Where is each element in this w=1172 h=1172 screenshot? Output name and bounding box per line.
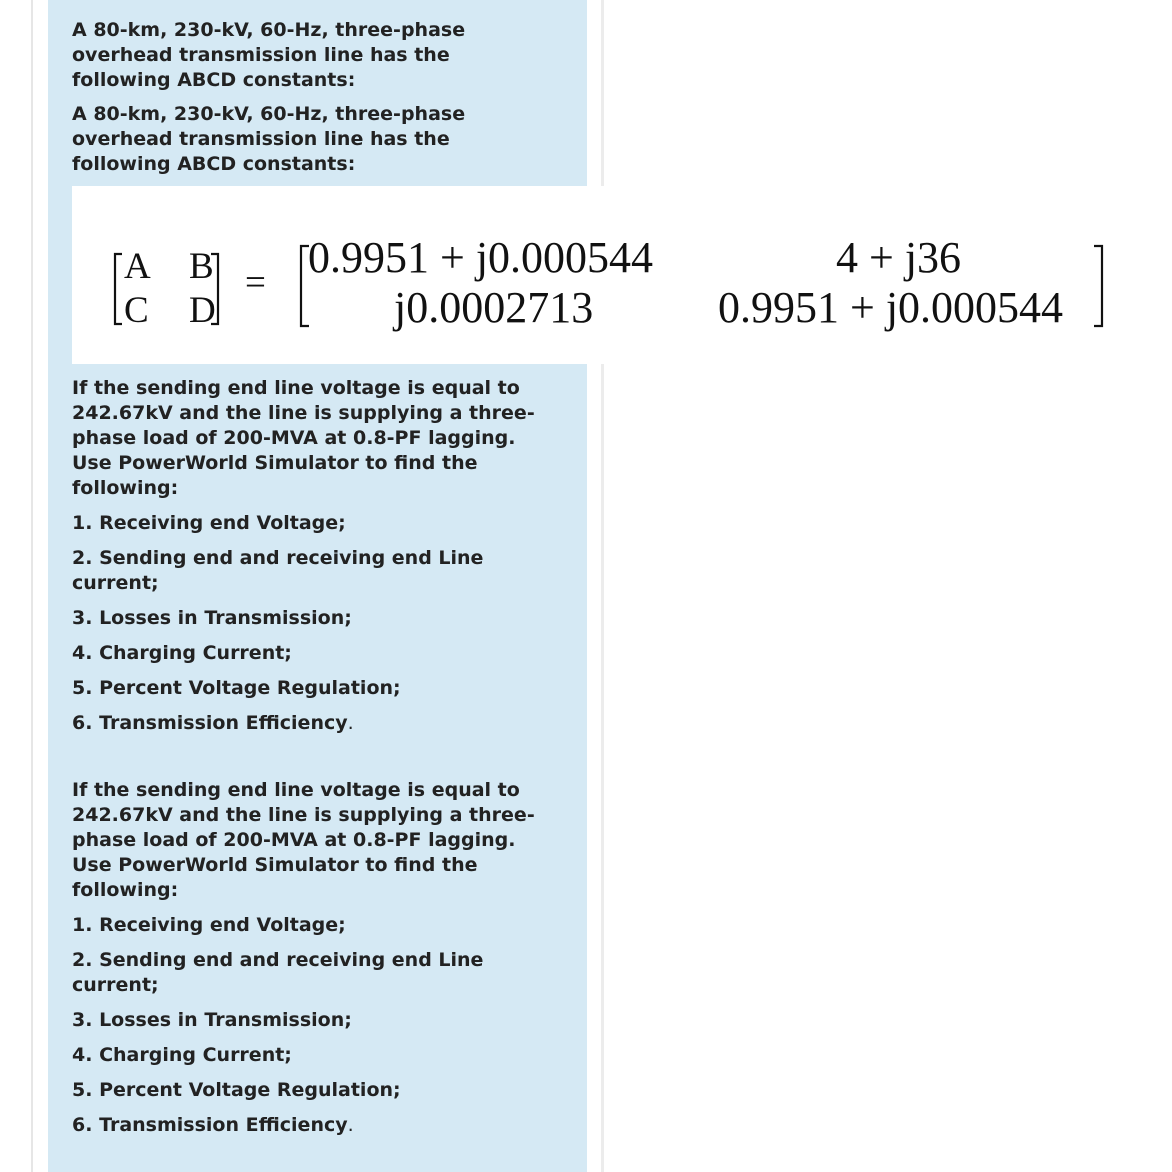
abcd-equation (72, 186, 1112, 364)
list-item: 4. Charging Current; (72, 1044, 292, 1066)
list-item: 4. Charging Current; (72, 642, 292, 664)
equals-sign: = (245, 262, 266, 303)
intro-text: A 80-km, 230-kV, 60-Hz, three-phase overhead transmission line has the following ABCD constants: (72, 103, 466, 175)
list-item: 5. Percent Voltage Regulation; (72, 677, 401, 699)
rhs-right-bracket (1094, 246, 1102, 326)
matrix-c: C (124, 290, 149, 331)
list-item: 2. Sending end and receiving end Line current; (72, 547, 484, 594)
list-item: 3. Losses in Transmission; (72, 1009, 352, 1031)
question-body (72, 376, 552, 746)
rhs-b: 4 + j36 (836, 233, 962, 282)
matrix-b: B (189, 246, 214, 287)
rhs-a: 0.9951 + j0.000544 (308, 233, 654, 282)
question-intro-repeat (72, 102, 552, 177)
body-text: If the sending end line voltage is equal to 242.67kV and the line is supplying a three-phase load of 200-MVA at 0.8-PF lagging. Use PowerWorld Simulator to find the following: (72, 779, 535, 901)
task-list (72, 511, 552, 736)
task-list (72, 913, 552, 1138)
list-item: 5. Percent Voltage Regulation; (72, 1079, 401, 1101)
matrix-a: A (124, 246, 151, 287)
list-item: 3. Losses in Transmission; (72, 607, 352, 629)
list-item: 6. Transmission Efficiency. (72, 712, 354, 734)
list-item: 2. Sending end and receiving end Line current; (72, 949, 484, 996)
list-item: 6. Transmission Efficiency. (72, 1114, 354, 1136)
body-text: If the sending end line voltage is equal to 242.67kV and the line is supplying a three-phase load of 200-MVA at 0.8-PF lagging. Use PowerWorld Simulator to find the following: (72, 377, 535, 499)
intro-text: A 80-km, 230-kV, 60-Hz, three-phase overhead transmission line has the following ABCD constants: (72, 19, 466, 91)
left-divider (31, 0, 33, 1172)
list-item: 1. Receiving end Voltage; (72, 512, 346, 534)
list-item: 1. Receiving end Voltage; (72, 914, 346, 936)
right-divider (601, 0, 604, 1172)
rhs-d: 0.9951 + j0.000544 (718, 283, 1064, 332)
question-body-repeat (72, 778, 552, 1148)
rhs-c: j0.0002713 (394, 283, 594, 332)
matrix-d: D (189, 290, 216, 331)
lhs-left-bracket (115, 254, 122, 324)
question-intro (72, 18, 552, 93)
